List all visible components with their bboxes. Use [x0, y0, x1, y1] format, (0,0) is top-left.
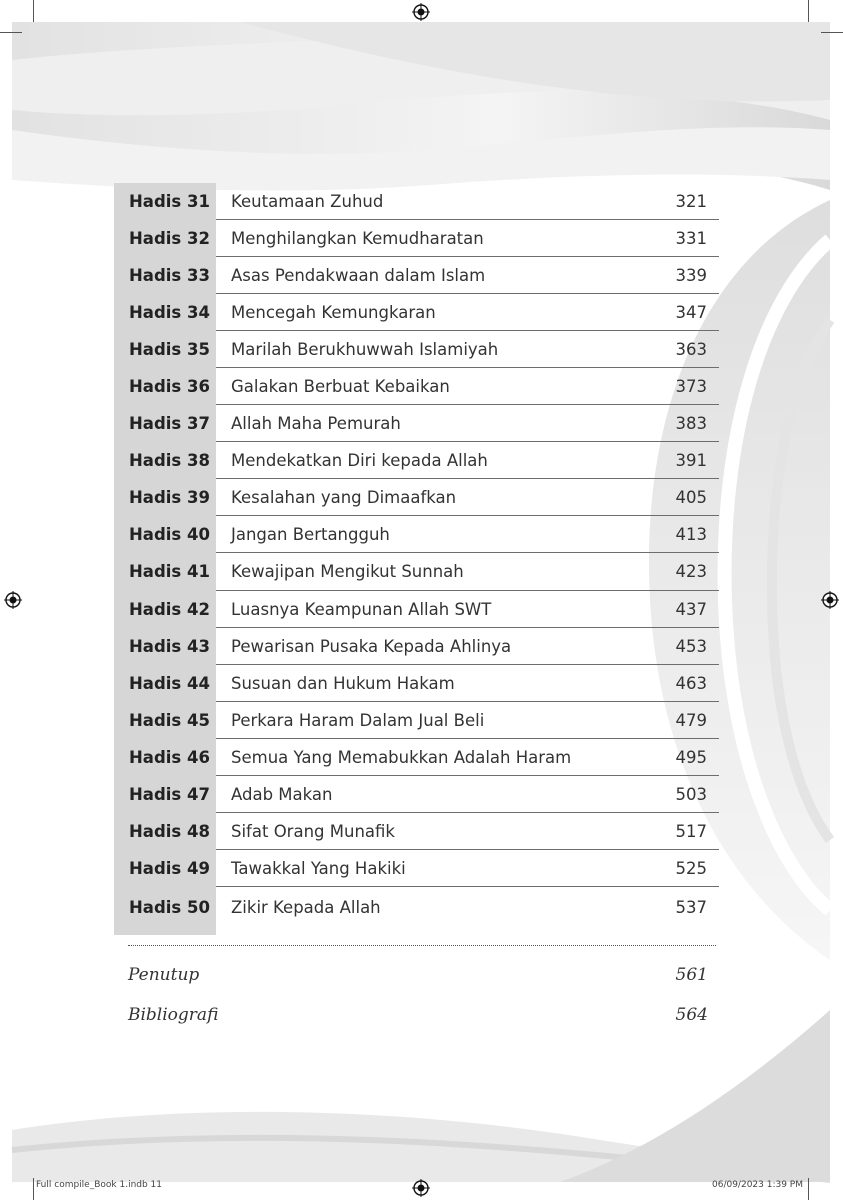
hadis-title: Tawakkal Yang Hakiki	[231, 858, 406, 878]
page-number: 321	[675, 192, 707, 211]
toc-row	[114, 405, 719, 442]
hadis-number: Hadis 48	[129, 821, 210, 841]
hadis-number: Hadis 31	[129, 192, 210, 211]
page-number: 437	[675, 599, 707, 619]
hadis-number: Hadis 36	[129, 377, 210, 397]
toc-row	[114, 665, 719, 702]
toc-row	[114, 257, 719, 294]
closing-entry	[128, 1005, 708, 1029]
toc-row	[114, 479, 719, 516]
toc-row	[114, 702, 719, 739]
closing-label: Penutup	[128, 965, 200, 985]
page-number: 331	[675, 229, 707, 249]
hadis-title: Kewajipan Mengikut Sunnah	[231, 562, 464, 582]
hadis-title: Susuan dan Hukum Hakam	[231, 673, 455, 693]
hadis-number: Hadis 33	[129, 266, 210, 286]
toc-row	[114, 368, 719, 405]
print-slug-datetime: 06/09/2023 1:39 PM	[712, 1180, 803, 1190]
page-number: 453	[675, 636, 707, 656]
hadis-title: Pewarisan Pusaka Kepada Ahlinya	[231, 636, 512, 656]
hadis-number: Hadis 45	[129, 710, 210, 730]
toc-row	[114, 183, 719, 220]
toc-row	[114, 887, 719, 935]
toc-row	[114, 331, 719, 368]
hadis-number: Hadis 39	[129, 488, 210, 508]
toc-row	[114, 776, 719, 813]
hadis-title: Galakan Berbuat Kebaikan	[231, 377, 450, 397]
toc-row	[114, 813, 719, 850]
page-number: 495	[675, 747, 707, 767]
table-of-contents	[114, 183, 719, 935]
hadis-number: Hadis 38	[129, 451, 210, 471]
dotted-divider	[128, 945, 716, 946]
page-number: 503	[675, 784, 707, 804]
hadis-number: Hadis 43	[129, 636, 210, 656]
hadis-number: Hadis 35	[129, 340, 210, 360]
hadis-title: Jangan Bertangguh	[231, 525, 390, 545]
closing-page: 561	[675, 965, 708, 985]
toc-row	[114, 442, 719, 479]
closing-entry	[128, 965, 708, 989]
registration-mark-icon	[412, 3, 430, 21]
page-number: 463	[675, 673, 707, 693]
hadis-number: Hadis 42	[129, 599, 210, 619]
hadis-number: Hadis 32	[129, 229, 210, 249]
registration-mark-icon	[821, 591, 839, 609]
hadis-title: Allah Maha Pemurah	[231, 414, 401, 434]
hadis-number: Hadis 50	[129, 897, 210, 917]
hadis-title: Menghilangkan Kemudharatan	[231, 229, 484, 249]
hadis-title: Adab Makan	[231, 784, 333, 804]
page-number: 391	[675, 451, 707, 471]
page-number: 517	[675, 821, 707, 841]
toc-row	[114, 294, 719, 331]
page-number: 479	[675, 710, 707, 730]
closing-page: 564	[675, 1005, 708, 1025]
hadis-title: Mencegah Kemungkaran	[231, 303, 436, 323]
hadis-title: Semua Yang Memabukkan Adalah Haram	[231, 747, 572, 767]
hadis-number: Hadis 34	[129, 303, 210, 323]
hadis-title: Marilah Berukhuwwah Islamiyah	[231, 340, 499, 360]
page-number: 363	[675, 340, 707, 360]
page-number: 413	[675, 525, 707, 545]
page-number: 339	[675, 266, 707, 286]
hadis-number: Hadis 46	[129, 747, 210, 767]
hadis-number: Hadis 40	[129, 525, 210, 545]
hadis-number: Hadis 47	[129, 784, 210, 804]
page-number: 405	[675, 488, 707, 508]
page-number: 347	[675, 303, 707, 323]
hadis-title: Keutamaan Zuhud	[231, 192, 384, 211]
toc-row	[114, 553, 719, 590]
hadis-title: Asas Pendakwaan dalam Islam	[231, 266, 486, 286]
closing-label: Bibliografi	[128, 1005, 219, 1025]
toc-row	[114, 220, 719, 257]
page-number: 383	[675, 414, 707, 434]
registration-mark-icon	[4, 591, 22, 609]
page-number: 525	[675, 858, 707, 878]
toc-row	[114, 850, 719, 887]
hadis-title: Perkara Haram Dalam Jual Beli	[231, 710, 485, 730]
hadis-title: Zikir Kepada Allah	[231, 897, 381, 917]
toc-row	[114, 591, 719, 628]
page-number: 423	[675, 562, 707, 582]
toc-row	[114, 628, 719, 665]
hadis-title: Kesalahan yang Dimaafkan	[231, 488, 457, 508]
print-slug-file: Full compile_Book 1.indb 11	[36, 1180, 163, 1190]
hadis-number: Hadis 49	[129, 858, 210, 878]
hadis-number: Hadis 44	[129, 673, 210, 693]
registration-mark-icon	[412, 1179, 430, 1197]
hadis-number: Hadis 41	[129, 562, 210, 582]
toc-row	[114, 739, 719, 776]
hadis-title: Luasnya Keampunan Allah SWT	[231, 599, 492, 619]
toc-row	[114, 516, 719, 553]
hadis-number: Hadis 37	[129, 414, 210, 434]
page-number: 537	[675, 897, 707, 917]
hadis-title: Sifat Orang Munafik	[231, 821, 395, 841]
page-number: 373	[675, 377, 707, 397]
hadis-title: Mendekatkan Diri kepada Allah	[231, 451, 488, 471]
